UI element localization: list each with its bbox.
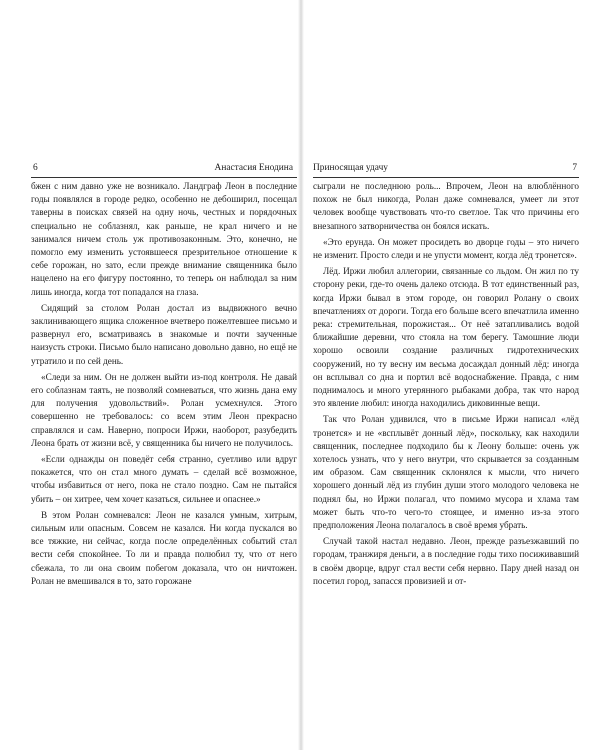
paragraph: бжен с ним давно уже не возникало. Ландграф Леон в последние годы появлялся в городе редко, особенно не дебоширил, посещал таверны в поисках связей на одну ночь, честных и порядочных специально не соблазнял, как раньше, не крал ничего и не занимался ничем столь уж противозаконным. Это, конечно, не помогло ему изменить устоявшееся презрительное отношение к себе горожан, но зато, если прежде внимание священника было нацелено на его фигуру постоянно, то теперь он наблюдал за ним лишь иногда, когда тот попадался на глаза. [31,181,297,297]
running-head-book-title: Приносящая удачу [313,163,388,173]
left-body-text [31,180,297,588]
right-running-head [313,160,579,178]
paragraph: «Если однажды он поведёт себя странно, суетливо или вдруг покажется, что он стал много думать – сделай всё возможное, чтобы избавиться от него, пока не стало поздно. Сам не пытайся убить – он хитрее, чем хочет казаться, сильнее и опаснее.» [31,454,297,504]
page-number: 7 [572,163,577,173]
paragraph: Случай такой настал недавно. Леон, прежде разъезжавший по городам, транжиря деньги, а в последние годы тихо посиживавший в своём дворце, вдруг стал вести себя нервно. Пару дней назад он посетил город, запасся провизией и от- [313,536,579,586]
paragraph: В этом Ролан сомневался: Леон не казался умным, хитрым, сильным или опасным. Совсем не казался. Ни когда пускался во все тяжкие, ни сейчас, когда после определённых событий стал вести себя спокойнее. То ли и правда полюбил ту, что от него сбежала, то ли она своим побегом доказала, что он ничтожен. Ролан не вмешивался в то, зато горожане [31,509,297,586]
running-head-author: Анастасия Енодина [214,163,293,173]
page-number: 6 [33,163,38,173]
left-running-head [31,160,297,178]
book-gutter [298,0,304,750]
right-body-text [313,180,579,588]
paragraph: «Это ерунда. Он может просидеть во дворце годы – это ничего не изменит. Просто следи и не упусти момент, когда лёд тронется». [313,236,579,261]
paragraph: Лёд. Иржи любил аллегории, связанные со льдом. Он жил по ту сторону реки, где-то очень далеко отсюда. В тот единственный раз, когда Иржи бывал в этом городе, он говорил Ролану о своих впечатлениях от дороги. Тогда его больше всего впечатлила именно река: стремительная, порожистая... От неё затапливались водой ближайшие деревни, что стояла на том берегу. Тамошние люди хорошо освоили создание различных гидротехнических сооружений, но ту весну им весьма досаждал донный лёд: иногда он всплывал со дна и портил всё водоснабжение. Правда, с ним поднималось и много утерянного рыбаками добра, так что народ это явление любил: иногда находились диковинные вещи. [313,266,579,409]
right-page [313,160,579,588]
paragraph: сыграли не последнюю роль... Впрочем, Леон на влюблённого похож не был никогда, Ролан даже сомневался, умеет ли этот человек вообще чувствовать что-то светлое. Так что причины его внезапного затворничества он боялся искать. [313,181,579,231]
paragraph: «Следи за ним. Он не должен выйти из-под контроля. Не давай его соблазнам таять, не позволяй сомневаться, что жизнь дана ему для получения удовольствий». Ролан усмехнулся. Этого совершенно не требовалось: со всем этим Леон прекрасно справлялся и сам. Наверно, попроси Иржи, наоборот, разубедить Леона брать от жизни всё, у священника бы ничего не получилось. [31,371,297,448]
paragraph: Так что Ролан удивился, что в письме Иржи написал «лёд тронется» и не «всплывёт донный лёд», поскольку, как находили священник, последнее подходило бы к Леону больше: очень уж хотелось узнать, что у него внутри, что скрывается за созданным им образом. Сам священник склонялся к мысли, что ничего хорошего донный лёд из глубин души этого молодого человека не поднял бы, но Иржи полагал, что помимо мусора и хлама там может быть что-то чего-то стоящее, и именно из-за этого предположения Леона полагалось в своё время убрать. [313,414,579,531]
left-page [31,160,297,588]
paragraph: Сидящий за столом Ролан достал из выдвижного вечно заклинивающего ящика сложенное вчетверо пожелтевшее письмо и развернул его, всматриваясь в знакомые и почти заученные наизусть строки. Письмо было написано довольно давно, но ещё не утратило и по сей день. [31,302,297,366]
